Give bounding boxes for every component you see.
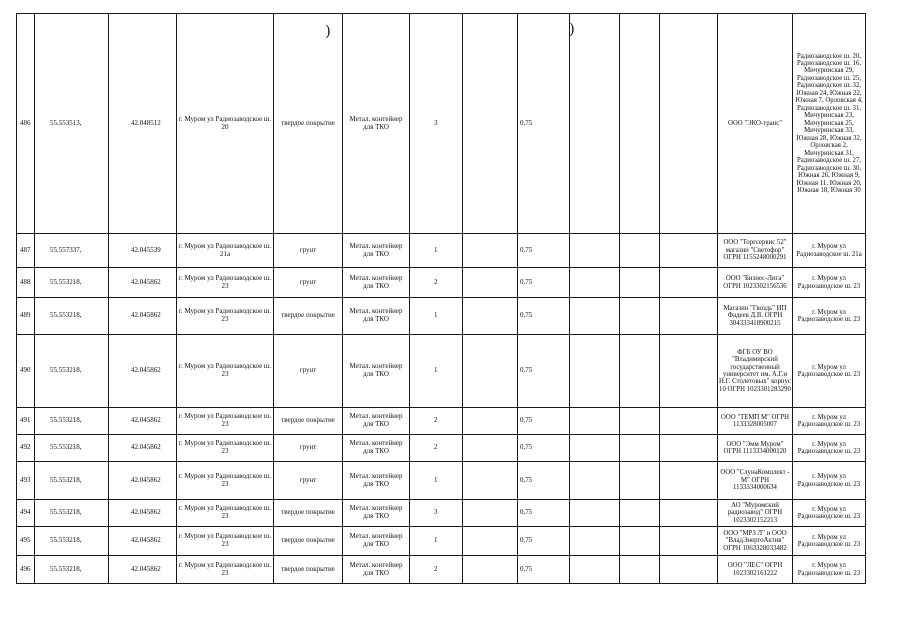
longitude-cell: 42.045862	[109, 556, 177, 584]
volume-cell: 0,75	[518, 500, 570, 527]
owner-cell: АО "Муромский радиозавод" ОГРН 1023302152213	[718, 500, 793, 527]
empty-cell	[463, 435, 518, 462]
table-row	[17, 14, 866, 234]
address-cell: г. Муром ул Радиозаводское ш. 23	[177, 527, 274, 556]
row-number: 487	[17, 234, 35, 268]
empty-cell	[570, 335, 620, 408]
surface-cell: твердое покрытие	[274, 298, 343, 335]
count-cell: 1	[410, 462, 463, 500]
address-cell: г. Муром ул Радиозаводское ш. 23	[177, 408, 274, 435]
served-objects-cell: г. Муром ул Радиозаводское ш. 23	[793, 408, 866, 435]
latitude-cell: 55.553218,	[35, 462, 109, 500]
surface-cell: грунт	[274, 335, 343, 408]
empty-cell	[463, 268, 518, 298]
owner-cell: ФГБ ОУ ВО "Владимирский государственный университет им. А.Г.и Н.Г. Столетовых" корпус 10 ОГРН 1023301283290	[718, 335, 793, 408]
address-cell: г. Муром ул Радиозаводское ш. 23	[177, 556, 274, 584]
volume-cell: 0,75	[518, 14, 570, 234]
empty-cell	[463, 462, 518, 500]
empty-cell	[660, 234, 718, 268]
row-number: 491	[17, 408, 35, 435]
volume-cell: 0,75	[518, 234, 570, 268]
empty-cell	[570, 462, 620, 500]
latitude-cell: 55.553218,	[35, 268, 109, 298]
row-number: 495	[17, 527, 35, 556]
empty-cell	[570, 500, 620, 527]
count-cell: 1	[410, 335, 463, 408]
empty-cell	[570, 408, 620, 435]
row-number: 488	[17, 268, 35, 298]
empty-cell	[570, 556, 620, 584]
container-cell: Метал. контейнер для ТКО	[343, 14, 410, 234]
empty-cell	[463, 556, 518, 584]
count-cell: 2	[410, 268, 463, 298]
owner-cell: ООО "СлунаКомплект - М" ОГРН 1133334000634	[718, 462, 793, 500]
longitude-cell: 42.045539	[109, 234, 177, 268]
empty-cell	[463, 527, 518, 556]
empty-cell	[620, 556, 660, 584]
empty-cell	[660, 14, 718, 234]
container-cell: Метал. контейнер для ТКО	[343, 234, 410, 268]
address-cell: г. Муром ул Радиозаводское ш. 23	[177, 268, 274, 298]
row-number: 490	[17, 335, 35, 408]
row-number: 489	[17, 298, 35, 335]
row-number: 492	[17, 435, 35, 462]
empty-cell	[463, 298, 518, 335]
surface-cell: твердое покрытие	[274, 500, 343, 527]
volume-cell: 0,75	[518, 556, 570, 584]
row-number: 486	[17, 14, 35, 234]
address-cell: г. Муром ул Радиозаводское ш. 23	[177, 335, 274, 408]
address-cell: г. Муром ул Радиозаводское ш. 20	[177, 14, 274, 234]
surface-cell: грунт	[274, 462, 343, 500]
surface-cell: грунт	[274, 268, 343, 298]
table-row	[17, 435, 866, 462]
longitude-cell: 42.045862	[109, 435, 177, 462]
count-cell: 3	[410, 500, 463, 527]
count-cell: 2	[410, 435, 463, 462]
volume-cell: 0,75	[518, 527, 570, 556]
volume-cell: 0,75	[518, 268, 570, 298]
served-objects-cell: г. Муром ул Радиозаводское ш. 21а	[793, 234, 866, 268]
count-cell: 1	[410, 298, 463, 335]
latitude-cell: 55.553218,	[35, 556, 109, 584]
empty-cell	[463, 408, 518, 435]
table-row	[17, 462, 866, 500]
latitude-cell: 55.553218,	[35, 527, 109, 556]
surface-cell: грунт	[274, 234, 343, 268]
latitude-cell: 55.553218,	[35, 500, 109, 527]
served-objects-cell: г. Муром ул Радиозаводское ш. 23	[793, 298, 866, 335]
served-objects-cell: г. Муром ул Радиозаводское ш. 23	[793, 556, 866, 584]
served-objects-cell: г. Муром ул Радиозаводское ш. 23	[793, 462, 866, 500]
owner-cell: ООО "ЛЕС" ОГРН 1023302161222	[718, 556, 793, 584]
served-objects-cell: г. Муром ул Радиозаводское ш. 23	[793, 435, 866, 462]
empty-cell	[570, 268, 620, 298]
container-cell: Метал. контейнер для ТКО	[343, 462, 410, 500]
count-cell: 1	[410, 527, 463, 556]
owner-cell: Магазин "Гвоздь" ИП Фадеев Д.В. ОГРН 304333418900215	[718, 298, 793, 335]
count-cell: 2	[410, 556, 463, 584]
owner-cell: ООО "Торгсервис 52" магазин "Светофор" ОГРН 1155248000291	[718, 234, 793, 268]
empty-cell	[463, 335, 518, 408]
served-objects-cell: Радиозаводское ш. 20, Радиозаводское ш. 16, Мичуринская 29, Радиозаводское ш. 25, Радиозаводское ш. 32, Южная 24, Южная 22, Южная 7, Орловская 4, Радиозаводское ш. 31, Мичуринская 23, Мичуринская 25, Мичуринская 33, Южная 28, Южная 32, Орловская 2, Мичуринская 31, Радиозаводское ш. 27, Радиозаводское ш. 30, Южная 26, Южная 9, Южная 11, Южная 20, Южная 18, Южная 30	[793, 14, 866, 234]
empty-cell	[620, 268, 660, 298]
empty-cell	[660, 500, 718, 527]
served-objects-cell: г. Муром ул Радиозаводское ш. 23	[793, 500, 866, 527]
row-number: 496	[17, 556, 35, 584]
container-cell: Метал. контейнер для ТКО	[343, 408, 410, 435]
empty-cell	[570, 298, 620, 335]
volume-cell: 0,75	[518, 298, 570, 335]
surface-cell: твердое покрытие	[274, 527, 343, 556]
empty-cell	[620, 335, 660, 408]
served-objects-cell: г. Муром ул Радиозаводское ш. 23	[793, 527, 866, 556]
latitude-cell: 55.557337,	[35, 234, 109, 268]
address-cell: г. Муром ул Радиозаводское ш. 23	[177, 298, 274, 335]
longitude-cell: 42.048512	[109, 14, 177, 234]
latitude-cell: 55.553218,	[35, 335, 109, 408]
address-cell: г. Муром ул Радиозаводское ш. 23	[177, 462, 274, 500]
owner-cell: ООО "ТЕМП М" ОГРН 1133328005007	[718, 408, 793, 435]
container-cell: Метал. контейнер для ТКО	[343, 335, 410, 408]
empty-cell	[620, 14, 660, 234]
empty-cell	[570, 14, 620, 234]
owner-cell: ООО "Эмм Муром" ОГРН 1113334000120	[718, 435, 793, 462]
longitude-cell: 42.045862	[109, 462, 177, 500]
volume-cell: 0,75	[518, 435, 570, 462]
table-row	[17, 500, 866, 527]
scan-mark: )	[569, 20, 575, 38]
empty-cell	[570, 527, 620, 556]
owner-cell: ООО "МРЗ Л" и ООО "ВладЭнергоАктив" ОГРН 1063328033482	[718, 527, 793, 556]
empty-cell	[620, 435, 660, 462]
container-cell: Метал. контейнер для ТКО	[343, 268, 410, 298]
longitude-cell: 42.045862	[109, 298, 177, 335]
table-row	[17, 298, 866, 335]
empty-cell	[463, 14, 518, 234]
longitude-cell: 42.045862	[109, 408, 177, 435]
empty-cell	[620, 234, 660, 268]
empty-cell	[660, 527, 718, 556]
surface-cell: твердое покрытие	[274, 408, 343, 435]
longitude-cell: 42.045862	[109, 268, 177, 298]
table-row	[17, 268, 866, 298]
latitude-cell: 55.553218,	[35, 298, 109, 335]
surface-cell: твердое покрытие	[274, 14, 343, 234]
served-objects-cell: г. Муром ул Радиозаводское ш. 23	[793, 335, 866, 408]
table-row	[17, 234, 866, 268]
address-cell: г. Муром ул Радиозаводское ш. 23	[177, 500, 274, 527]
empty-cell	[620, 527, 660, 556]
empty-cell	[570, 435, 620, 462]
empty-cell	[570, 234, 620, 268]
empty-cell	[660, 298, 718, 335]
container-cell: Метал. контейнер для ТКО	[343, 527, 410, 556]
table-row	[17, 556, 866, 584]
longitude-cell: 42.045862	[109, 527, 177, 556]
empty-cell	[660, 268, 718, 298]
address-cell: г. Муром ул Радиозаводское ш. 21а	[177, 234, 274, 268]
empty-cell	[660, 556, 718, 584]
table-row	[17, 335, 866, 408]
empty-cell	[620, 462, 660, 500]
container-cell: Метал. контейнер для ТКО	[343, 298, 410, 335]
container-cell: Метал. контейнер для ТКО	[343, 500, 410, 527]
row-number: 493	[17, 462, 35, 500]
empty-cell	[620, 408, 660, 435]
empty-cell	[620, 298, 660, 335]
empty-cell	[620, 500, 660, 527]
served-objects-cell: г. Муром ул Радиозаводское ш. 23	[793, 268, 866, 298]
volume-cell: 0,75	[518, 408, 570, 435]
empty-cell	[660, 335, 718, 408]
longitude-cell: 42.045862	[109, 500, 177, 527]
row-number: 494	[17, 500, 35, 527]
latitude-cell: 55.553218,	[35, 408, 109, 435]
table-row	[17, 408, 866, 435]
owner-cell: ООО "Бизнес-Лига" ОГРН 1023302156536	[718, 268, 793, 298]
surface-cell: твердое покрытие	[274, 556, 343, 584]
empty-cell	[660, 435, 718, 462]
empty-cell	[463, 500, 518, 527]
count-cell: 1	[410, 234, 463, 268]
empty-cell	[463, 234, 518, 268]
latitude-cell: 55.553218,	[35, 435, 109, 462]
latitude-cell: 55.553513,	[35, 14, 109, 234]
owner-cell: ООО "ЭКО-транс"	[718, 14, 793, 234]
volume-cell: 0,75	[518, 462, 570, 500]
waste-sites-table	[16, 13, 866, 584]
count-cell: 3	[410, 14, 463, 234]
container-cell: Метал. контейнер для ТКО	[343, 435, 410, 462]
container-cell: Метал. контейнер для ТКО	[343, 556, 410, 584]
table-row	[17, 527, 866, 556]
count-cell: 2	[410, 408, 463, 435]
scan-mark: )	[325, 22, 331, 40]
empty-cell	[660, 408, 718, 435]
volume-cell: 0,75	[518, 335, 570, 408]
surface-cell: грунт	[274, 435, 343, 462]
empty-cell	[660, 462, 718, 500]
longitude-cell: 42.045862	[109, 335, 177, 408]
address-cell: г. Муром ул Радиозаводское ш. 23	[177, 435, 274, 462]
